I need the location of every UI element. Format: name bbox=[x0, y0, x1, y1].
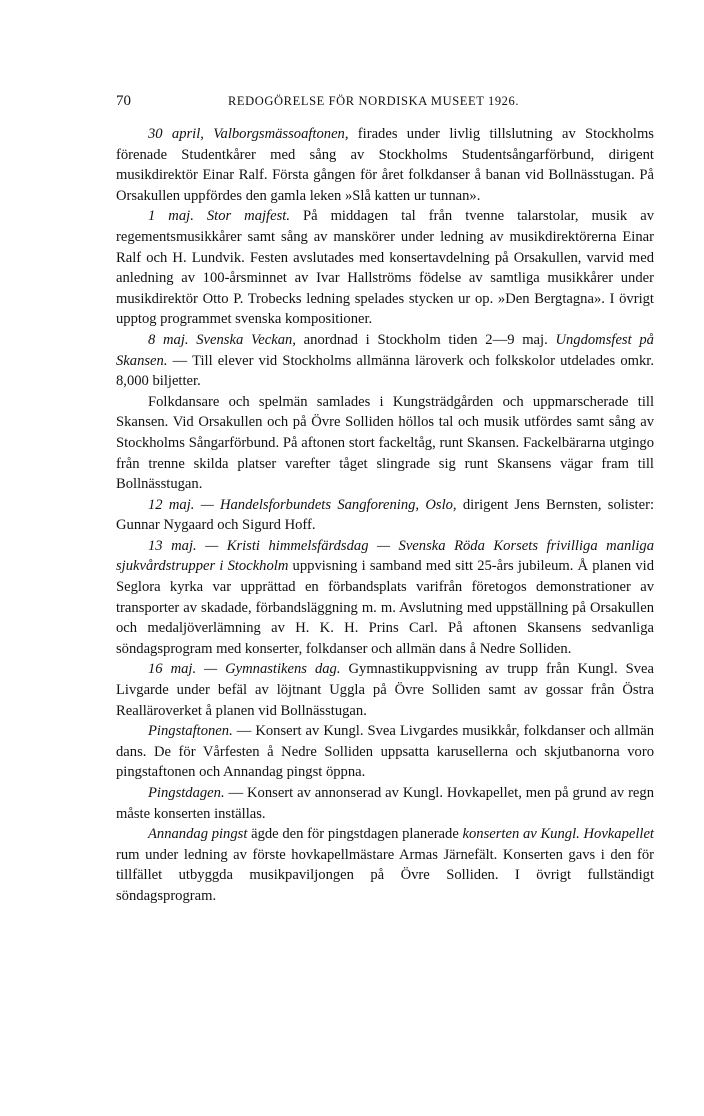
entry-heading: Annandag pingst bbox=[148, 826, 248, 843]
paragraph-roda-korset bbox=[116, 536, 654, 660]
entry-body: — Konsert av annonserad av Kungl. Hovkapellet, men på grund av regn måste konserten inställas. bbox=[116, 785, 654, 822]
document-page bbox=[116, 90, 654, 907]
entry-heading: 12 maj. — Handelsforbundets Sangforening, Oslo, bbox=[148, 496, 457, 513]
running-title: REDOGÖRELSE FÖR NORDISKA MUSEET 1926. bbox=[228, 94, 520, 108]
entry-heading: 1 maj. Stor majfest. bbox=[148, 208, 290, 225]
entry-heading: 8 maj. Svenska Veckan, bbox=[148, 331, 296, 348]
paragraph-pingstdagen bbox=[116, 783, 654, 824]
entry-body: anordnad i Stockholm tiden 2—9 maj. bbox=[295, 331, 556, 348]
entry-body: dirigent Jens Bernsten, solister: Gunnar Nygaard och Sigurd Hoff. bbox=[116, 496, 655, 534]
entry-body: Folkdansare och spelmän samlades i Kungsträdgården och uppmarscherade till Skansen. Vid Orsakullen och på Övre Solliden höllos tal och musik utfördes samt sång av Stockholms Sångarförbund. På aftonen stort fackeltåg, runt Skansen. Fackelbärarna utgingo från trenne skilda platser varefter tåget slingrade sig runt Skansens vägar fram till Bollnässtugan. bbox=[116, 393, 654, 493]
entry-heading: 13 maj. — Kristi himmelsfärdsdag — Svenska Röda Korsets frivilliga manliga sjukvårdstrupper i Stockholm bbox=[116, 537, 654, 575]
entry-heading: 16 maj. — Gymnastikens dag. bbox=[148, 661, 341, 678]
paragraph-folkdansare bbox=[116, 392, 654, 495]
entry-heading: Pingstdagen. bbox=[148, 785, 225, 801]
entry-body-continued: rum under ledning av förste hovkapellmästare Armas Järnefält. Konserten gavs i den för tillfället utbyggda musikpaviljongen på Övre Solliden. I övrigt fullständigt söndagsprogram. bbox=[116, 846, 654, 904]
entry-heading: 30 april, Valborgsmässoaftonen, bbox=[148, 126, 349, 142]
page-number: 70 bbox=[116, 93, 131, 109]
entry-body: ägde den för pingstdagen planerade bbox=[247, 826, 463, 843]
paragraph-majfest bbox=[116, 206, 654, 330]
entry-body: På middagen tal från tvenne talarstolar, musik av regementsmusikkårer samt sång av manskörer under ledning av musikdirektörerna Einar Ralf och H. Lundvik. Festen avslutades med konsertavdelning på Orsakullen, varvid med anledning av 100-årsminnet av Ivar Hallströms födelse av samtliga musikkårer under musikdirektör Otto P. Trobecks ledning spelades stycken ur op. »Den Bergtagna». I övrigt upptog programmet svenska kompositioner. bbox=[116, 208, 654, 328]
entry-body: uppvisning i samband med sitt 25-års jubileum. Å planen vid Seglora kyrka var upprättad en förbandsplats varifrån företogos demonstrationer av transporter av skadade, förbandsläggning m. m. Avslutning med uppställning på Orsakullen och medaljöverlämning av H. K. H. Prins Carl. På aftonen Skansens sedvanliga söndagsprogram med konserter, folkdanser och allmän dans å Nedre Solliden. bbox=[116, 558, 654, 657]
paragraph-svenska-veckan bbox=[116, 330, 654, 392]
paragraph-handelsforbundet bbox=[116, 495, 654, 536]
entry-heading: Pingstaftonen. bbox=[148, 723, 233, 740]
entry-subheading: konserten av Kungl. Hovkapellet bbox=[462, 826, 654, 843]
entry-body: Gymnastikuppvisning av trupp från Kungl. Svea Livgarde under befäl av löjtnant Uggla på Övre Solliden samt av gossar från Östra Realläroverket å planen vid Bollnässtugan. bbox=[116, 661, 654, 719]
body-text bbox=[116, 124, 654, 907]
running-head bbox=[116, 90, 654, 112]
entry-body: firades under livlig tillslutning av Stockholms förenade Studentkårer med sång av Stockholms Studentsångarförbund, dirigent musikdirektör Einar Ralf. Första gången för året folkdanser å banan vid Bollnässtugan. På Orsakullen uppfördes den gamla leken »Slå katten ur tunnan». bbox=[116, 126, 654, 204]
paragraph-valborg bbox=[116, 124, 654, 206]
paragraph-pingstaftonen bbox=[116, 721, 654, 783]
entry-body: — Konsert av Kungl. Svea Livgardes musikkår, folkdanser och allmän dans. De för Vårfesten å Nedre Solliden uppsatta karusellerna och skjutbanorna voro pingstaftonen och Annandag pingst öppna. bbox=[116, 723, 654, 781]
paragraph-annandag-pingst bbox=[116, 824, 654, 906]
paragraph-gymnastik bbox=[116, 659, 654, 721]
entry-subheading: Ungdomsfest på Skansen. bbox=[116, 331, 654, 369]
entry-body-continued: — Till elever vid Stockholms allmänna läroverk och folkskolor utdelades omkr. 8,000 biljetter. bbox=[116, 352, 654, 390]
